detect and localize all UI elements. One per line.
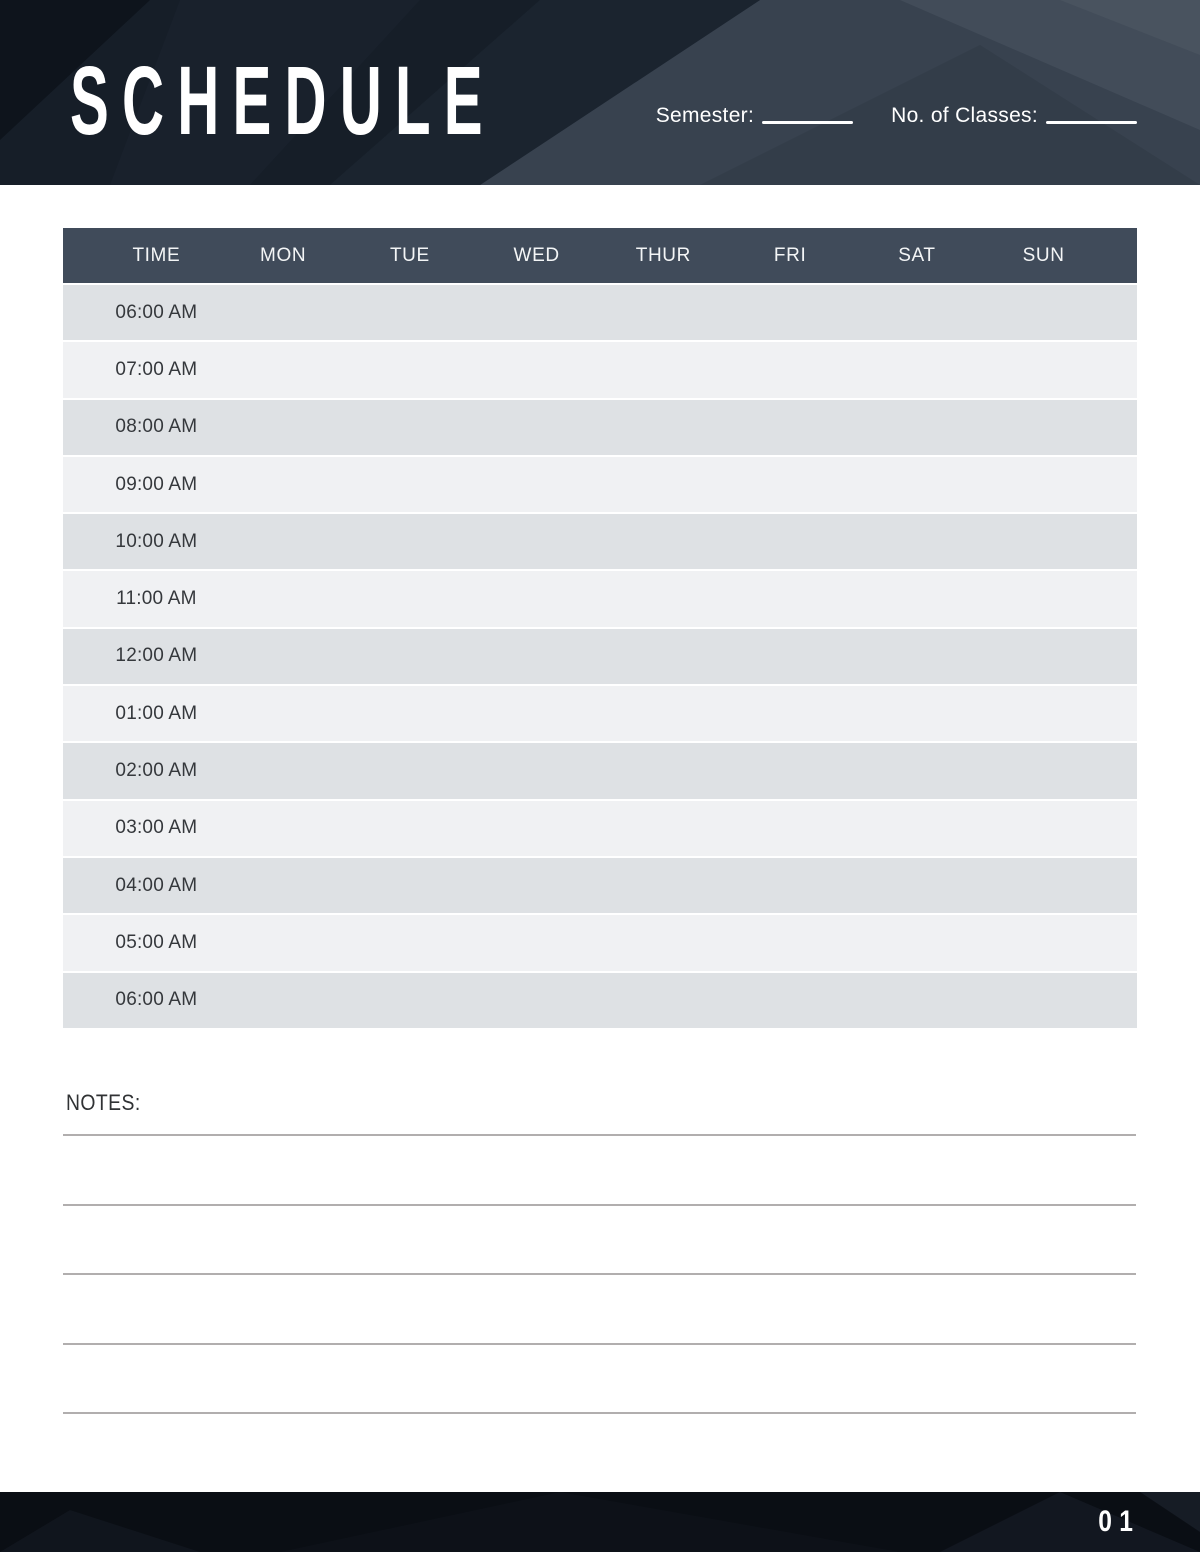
time-cell: 12:00 AM <box>115 645 198 667</box>
schedule-cell-tue[interactable] <box>347 629 474 684</box>
schedule-cell-thur[interactable] <box>600 629 727 684</box>
schedule-cell-sun[interactable] <box>980 514 1107 569</box>
banner <box>0 0 1200 185</box>
schedule-cell-tue[interactable] <box>347 801 474 856</box>
schedule-cell-sun[interactable] <box>980 342 1107 397</box>
schedule-cell-thur[interactable] <box>600 973 727 1028</box>
banner-fields <box>656 104 1137 128</box>
schedule-cell-fri[interactable] <box>727 342 854 397</box>
time-cell: 02:00 AM <box>115 760 198 782</box>
schedule-cell-sun[interactable] <box>980 571 1107 626</box>
schedule-cell-wed[interactable] <box>473 285 600 340</box>
schedule-cell-wed[interactable] <box>473 400 600 455</box>
column-header-time: TIME <box>132 244 181 266</box>
table-row <box>63 973 1137 1028</box>
schedule-cell-sun[interactable] <box>980 743 1107 798</box>
time-cell: 06:00 AM <box>115 989 198 1011</box>
semester-label: Semester: <box>655 104 755 127</box>
schedule-cell-wed[interactable] <box>473 801 600 856</box>
column-header-thur: THUR <box>635 244 691 266</box>
schedule-cell-tue[interactable] <box>347 743 474 798</box>
schedule-cell-sat[interactable] <box>854 514 981 569</box>
classes-label: No. of Classes: <box>891 104 1038 127</box>
column-header-fri: FRI <box>773 244 807 266</box>
time-cell: 03:00 AM <box>115 817 198 839</box>
table-row <box>63 686 1137 741</box>
schedule-cell-fri[interactable] <box>727 973 854 1028</box>
schedule-cell-mon[interactable] <box>220 915 347 970</box>
schedule-cell-fri[interactable] <box>727 915 854 970</box>
schedule-cell-fri[interactable] <box>727 285 854 340</box>
column-header-sat: SAT <box>898 244 936 266</box>
schedule-cell-mon[interactable] <box>220 285 347 340</box>
schedule-cell-wed[interactable] <box>473 973 600 1028</box>
schedule-cell-mon[interactable] <box>220 342 347 397</box>
table-row <box>63 400 1137 455</box>
schedule-cell-thur[interactable] <box>600 285 727 340</box>
schedule-cell-wed[interactable] <box>473 514 600 569</box>
notes-line[interactable] <box>63 1134 1136 1136</box>
schedule-cell-thur[interactable] <box>600 801 727 856</box>
schedule-cell-mon[interactable] <box>220 973 347 1028</box>
schedule-cell-mon[interactable] <box>220 858 347 913</box>
schedule-cell-sat[interactable] <box>854 743 981 798</box>
schedule-table <box>63 228 1137 1028</box>
schedule-cell-fri[interactable] <box>727 629 854 684</box>
schedule-cell-wed[interactable] <box>473 629 600 684</box>
table-row <box>63 858 1137 913</box>
schedule-cell-sun[interactable] <box>980 400 1107 455</box>
table-row <box>63 801 1137 856</box>
semester-field <box>656 104 853 128</box>
schedule-cell-fri[interactable] <box>727 858 854 913</box>
schedule-cell-mon[interactable] <box>220 571 347 626</box>
time-cell: 09:00 AM <box>115 473 198 495</box>
time-cell: 06:00 AM <box>115 301 198 323</box>
footer <box>0 1492 1200 1552</box>
time-cell: 01:00 AM <box>115 702 198 724</box>
column-header-mon: MON <box>260 244 307 266</box>
schedule-cell-thur[interactable] <box>600 342 727 397</box>
schedule-cell-wed[interactable] <box>473 915 600 970</box>
schedule-cell-wed[interactable] <box>473 858 600 913</box>
notes-line[interactable] <box>63 1273 1136 1275</box>
schedule-cell-sat[interactable] <box>854 686 981 741</box>
schedule-cell-fri[interactable] <box>727 400 854 455</box>
time-cell: 04:00 AM <box>115 874 198 896</box>
notes-line[interactable] <box>63 1412 1136 1414</box>
column-header-tue: TUE <box>389 244 430 266</box>
column-header-sun: SUN <box>1022 244 1065 266</box>
schedule-cell-tue[interactable] <box>347 342 474 397</box>
notes-label: NOTES: <box>66 1090 141 1115</box>
schedule-cell-sat[interactable] <box>854 400 981 455</box>
schedule-cell-sat[interactable] <box>854 915 981 970</box>
time-cell: 07:00 AM <box>115 358 198 380</box>
schedule-cell-fri[interactable] <box>727 743 854 798</box>
time-cell: 10:00 AM <box>115 530 198 552</box>
footer-polygon-pattern <box>0 1492 1200 1552</box>
schedule-cell-tue[interactable] <box>347 858 474 913</box>
notes-line[interactable] <box>63 1343 1136 1345</box>
schedule-cell-thur[interactable] <box>600 514 727 569</box>
schedule-cell-sun[interactable] <box>980 686 1107 741</box>
schedule-cell-mon[interactable] <box>220 743 347 798</box>
schedule-cell-sun[interactable] <box>980 285 1107 340</box>
classes-blank-line[interactable] <box>1046 121 1137 124</box>
schedule-cell-wed[interactable] <box>473 342 600 397</box>
schedule-cell-tue[interactable] <box>347 457 474 512</box>
schedule-cell-sat[interactable] <box>854 285 981 340</box>
schedule-cell-sun[interactable] <box>980 629 1107 684</box>
schedule-cell-fri[interactable] <box>727 571 854 626</box>
page-number: 01 <box>1097 1505 1140 1538</box>
schedule-cell-fri[interactable] <box>727 457 854 512</box>
schedule-cell-thur[interactable] <box>600 743 727 798</box>
schedule-cell-wed[interactable] <box>473 457 600 512</box>
schedule-cell-sat[interactable] <box>854 342 981 397</box>
schedule-cell-wed[interactable] <box>473 743 600 798</box>
time-cell: 08:00 AM <box>115 416 198 438</box>
schedule-cell-tue[interactable] <box>347 973 474 1028</box>
schedule-cell-sat[interactable] <box>854 629 981 684</box>
semester-blank-line[interactable] <box>762 121 853 124</box>
schedule-cell-tue[interactable] <box>347 915 474 970</box>
table-row <box>63 915 1137 970</box>
table-row <box>63 514 1137 569</box>
schedule-cell-mon[interactable] <box>220 400 347 455</box>
schedule-cell-thur[interactable] <box>600 400 727 455</box>
schedule-cell-tue[interactable] <box>347 285 474 340</box>
schedule-cell-sun[interactable] <box>980 915 1107 970</box>
schedule-cell-fri[interactable] <box>727 514 854 569</box>
schedule-cell-fri[interactable] <box>727 801 854 856</box>
schedule-cell-mon[interactable] <box>220 801 347 856</box>
schedule-cell-tue[interactable] <box>347 686 474 741</box>
schedule-cell-thur[interactable] <box>600 915 727 970</box>
table-row <box>63 743 1137 798</box>
schedule-cell-sat[interactable] <box>854 973 981 1028</box>
schedule-cell-fri[interactable] <box>727 686 854 741</box>
schedule-cell-tue[interactable] <box>347 571 474 626</box>
schedule-cell-sun[interactable] <box>980 457 1107 512</box>
schedule-cell-thur[interactable] <box>600 858 727 913</box>
schedule-cell-tue[interactable] <box>347 514 474 569</box>
schedule-cell-sat[interactable] <box>854 457 981 512</box>
page-title: SCHEDULE <box>70 46 496 155</box>
schedule-cell-wed[interactable] <box>473 686 600 741</box>
schedule-cell-tue[interactable] <box>347 400 474 455</box>
column-header-wed: WED <box>513 244 560 266</box>
schedule-cell-mon[interactable] <box>220 686 347 741</box>
table-row <box>63 342 1137 397</box>
classes-field <box>891 104 1137 128</box>
schedule-cell-wed[interactable] <box>473 571 600 626</box>
schedule-header-row <box>63 228 1137 283</box>
table-row <box>63 629 1137 684</box>
schedule-cell-sun[interactable] <box>980 801 1107 856</box>
schedule-cell-thur[interactable] <box>600 571 727 626</box>
schedule-cell-sun[interactable] <box>980 973 1107 1028</box>
notes-line[interactable] <box>63 1204 1136 1206</box>
schedule-cell-thur[interactable] <box>600 457 727 512</box>
schedule-cell-sat[interactable] <box>854 858 981 913</box>
schedule-cell-thur[interactable] <box>600 686 727 741</box>
table-row <box>63 285 1137 340</box>
schedule-cell-mon[interactable] <box>220 514 347 569</box>
table-row <box>63 457 1137 512</box>
schedule-cell-sat[interactable] <box>854 571 981 626</box>
table-row <box>63 571 1137 626</box>
schedule-cell-mon[interactable] <box>220 629 347 684</box>
schedule-cell-sun[interactable] <box>980 858 1107 913</box>
schedule-cell-mon[interactable] <box>220 457 347 512</box>
time-cell: 05:00 AM <box>115 931 198 953</box>
schedule-cell-sat[interactable] <box>854 801 981 856</box>
time-cell: 11:00 AM <box>116 588 197 610</box>
